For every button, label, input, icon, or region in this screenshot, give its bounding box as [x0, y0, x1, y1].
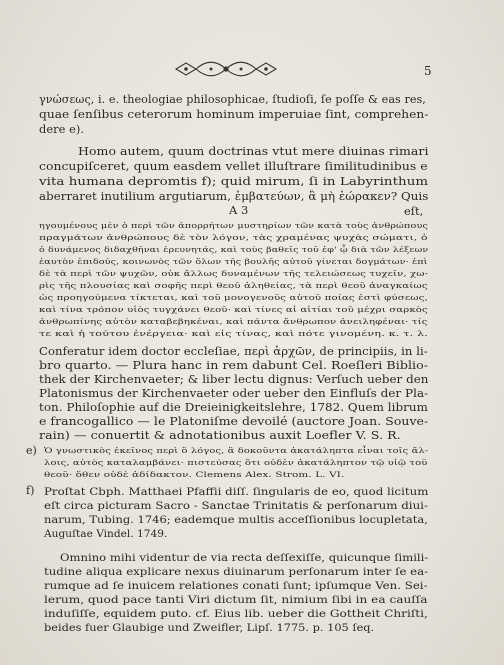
greek-line: θεοῦ· ὅθεν οὐδὲ ἀδίδακτον. Clemens Alex. Strom. L. VI.	[44, 470, 345, 479]
greek-line: ὡς προηγούμενα τίκτεται, καὶ τοῦ μονογενοῦς αὐτοῦ ποίας ἐστὶ φύσεως,	[39, 293, 428, 302]
greek-line: ρὶς τῆς πλουσίας καὶ σοφῆς περὶ θεοῦ ἀληθείας, τὰ περὶ θεοῦ ἀναγκαίως	[39, 281, 428, 290]
greek-line: ἀνθρωπίνης αὐτὸν καταβεβηκέναι, καὶ πάντα ἄνθρωπον ἀνειληφέναι· τίς	[39, 317, 428, 326]
text-line: beides fuer Glaubige und Zweifler, Lipſ. 1775. p. 105 ſeq.	[44, 622, 375, 634]
text-line: aberraret inutilium argutiarum, ἐμβατεύων, ἃ μὴ ἑώρακεν? Quis	[39, 189, 429, 203]
text-line: narum, Tubing. 1746; eademque multis acceſſionibus locupletata,	[44, 514, 428, 526]
text-line: rain) — conuertit & adnotationibus auxit Loefler V. S. R.	[39, 428, 401, 442]
page-number: 5	[424, 64, 432, 78]
text-line: ton. Philoſophie auf die Dreieinigkeitslehre, 1782. Quem librum	[39, 400, 428, 414]
footnote-mark-e: e)	[26, 444, 37, 457]
greek-line: πραγμάτων ἀνθρώπους δὲ τὸν λόγον, τὰς χραμένας ψυχὰς σώματι, ὁ	[39, 233, 428, 242]
greek-line: ἑαυτὸν ἐπιδούς, κοινωνὸς τῶν ὅλων τῆς βουλῆς αὐτοῦ γίνεται δογμάτων· ἐπὶ	[39, 257, 428, 266]
text-line: e francogallico — le Platoniſme devoilé (auctore Joan. Souve-	[39, 414, 429, 428]
text-line: γνώσεως, i. e. theologiae philosophicae, ſtudioſi, ſe poſſe & eas res,	[39, 92, 426, 106]
text-line: vita humana depromtis f); quid mirum, ſi in Labyrinthum	[39, 174, 429, 188]
text-line: Omnino mihi videntur de via recta deſſexiſſe, quicunque ſimili-	[60, 552, 429, 564]
text-line: Conferatur idem doctor eccleſiae, περὶ ἀρχῶν, de principiis, in li-	[39, 344, 428, 358]
greek-line: λοις, αὐτὸς καταλαμβάνει· πιστεύσας ὅτι οὐδὲν ἀκατάληπτον τῷ υἱῷ τοῦ	[44, 458, 428, 467]
footnote-mark-f: f)	[26, 484, 35, 497]
text-line: eſt,	[404, 204, 424, 218]
text-line: dere e).	[39, 122, 85, 136]
greek-line: Ὁ γνωστικὸς ἐκεῖνος περὶ ὃ λόγος, ἃ δοκοῦντα ἀκατάληπτα εἶναι τοῖς ἄλ-	[44, 446, 429, 455]
ornament-icon	[172, 58, 280, 80]
text-line: thek der Kirchenvaeter; & liber lectu dignus: Verſuch ueber den	[39, 372, 429, 386]
text-line: eſt circa picturam Sacro - Sanctae Trinitatis & perſonarum diui-	[44, 500, 428, 512]
greek-line: ηγουμένους μὲν ὁ περὶ τῶν ἀπορρήτων μυστηρίων τῶν κατὰ τοὺς ἀνθρώπους	[39, 221, 429, 230]
text-line: Platonismus der Kirchenvaeter oder ueber den Einfluſs der Pla-	[39, 386, 429, 400]
text-line: lerum, quod pace tanti Viri dictum ſit, nimium ſibi in ea cauſſa	[44, 594, 428, 606]
greek-line: καὶ τίνα τρόπον υἱὸς τυγχάνει θεοῦ· καὶ τίνες αἱ αἰτίαι τοῦ μέχρι σαρκὸς	[39, 305, 428, 314]
text-line: tudine aliqua explicare nexus diuinarum perſonarum inter ſe ea-	[44, 566, 429, 578]
text-line: rumque ad ſe inuicem relationes conati ſunt; ipſumque Ven. Sei-	[44, 580, 428, 592]
signature-mark: A 3	[229, 203, 249, 217]
text-line: induſiſſe, equidem puto. cf. Eius lib. ueber die Gottheit Chriſti,	[44, 608, 428, 620]
text-line: quae ſenſibus ceterorum hominum imperuiae ſint, comprehen-	[39, 107, 429, 121]
text-line: bro quarto. — Plura hanc in rem dabunt Cel. Roeſleri Biblio-	[39, 358, 429, 372]
greek-line: δὲ τὰ περὶ τῶν ψυχῶν, οὐκ ἄλλως δυναμένων τῆς τελειώσεως τυχεῖν, χω-	[39, 269, 429, 278]
greek-line: ὁ δυνάμενος διδαχθῆναι ἐρευνητάς, καὶ τοὺς βαθεῖς τοῦ ἐφ' ᾧ διὰ τῶν λέξεων	[39, 245, 429, 254]
greek-line: τε καὶ ἡ τούτου ἐνέργεια· καὶ εἰς τίνας, καὶ πότε γινομένη. κ. τ. λ.	[39, 329, 429, 338]
text-line: concupiſceret, quum easdem vellet illuſtrare ſimilitudinibus e	[39, 159, 428, 173]
text-line: Proſtat Cbph. Matthaei Pfaffii diſſ. ſingularis de eo, quod licitum	[44, 486, 429, 498]
text-line: Homo autem, quum doctrinas vtut mere diuinas rimari	[78, 144, 429, 158]
text-line: Auguſtae Vindel. 1749.	[44, 528, 168, 540]
